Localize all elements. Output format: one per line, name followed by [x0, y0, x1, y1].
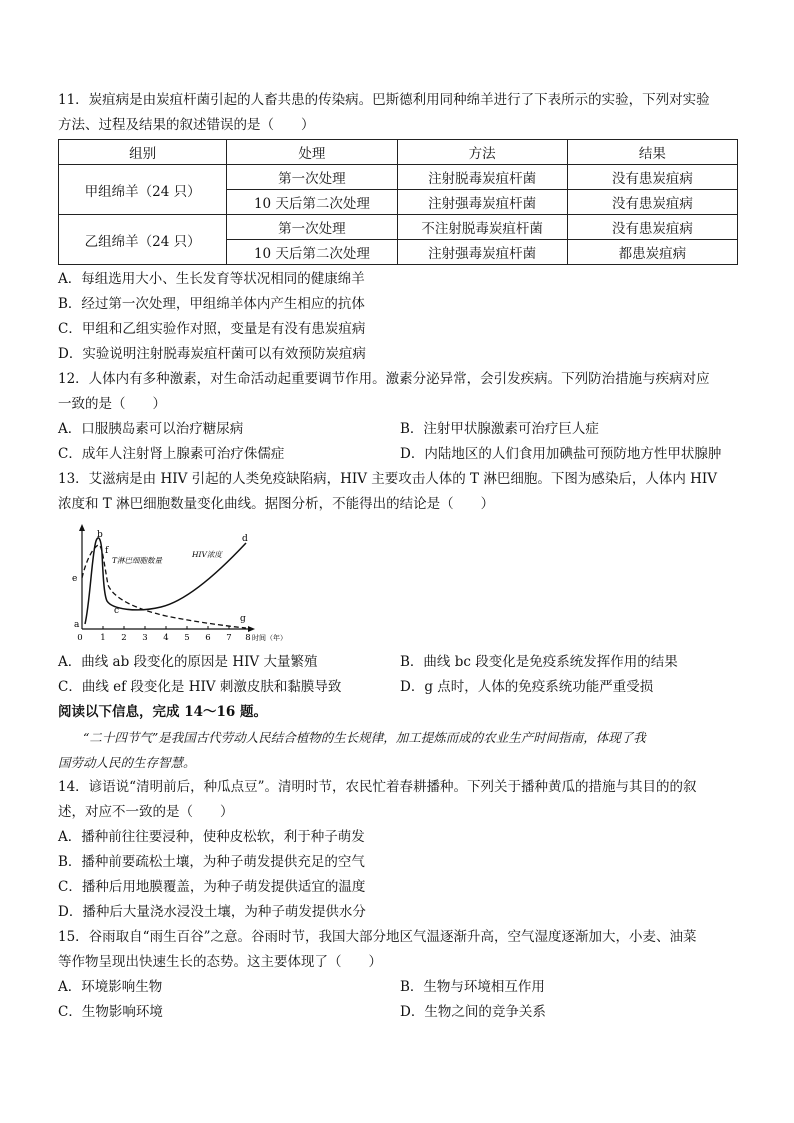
header-treatment: 处理: [227, 140, 397, 165]
y-axis-arrow: [79, 524, 85, 531]
q11-option-b: B．经过第一次处理，甲组绵羊体内产生相应的抗体: [58, 296, 365, 312]
q15-options-row1: [58, 975, 738, 1000]
q12-option-a: A．口服胰岛素可以治疗糖尿病: [58, 421, 244, 437]
q15-option-a: A．环境影响生物: [58, 979, 163, 995]
experiment-table: [58, 139, 738, 265]
header-group: 组别: [59, 140, 227, 165]
table-cell: 注射脱毒炭疽杆菌: [397, 165, 567, 190]
q12-option-b: B．注射甲状腺激素可治疗巨人症: [400, 421, 599, 437]
header-result: 结果: [567, 140, 737, 165]
x-tick-label: 3: [142, 633, 148, 643]
hiv-curve-label: HIV浓度: [192, 550, 222, 559]
table-cell: 没有患炭疽病: [567, 165, 737, 190]
x-axis-label: 时间（年）: [252, 634, 287, 642]
q12-option-c: C．成年人注射肾上腺素可治疗侏儒症: [58, 446, 285, 462]
table-cell: 没有患炭疽病: [567, 190, 737, 215]
q15-stem-line1: 15．谷雨取自“雨生百谷”之意。谷雨时节，我国大部分地区气温逐渐升高，空气湿度逐渐加大，小麦、油菜: [58, 929, 697, 945]
q14-option-a: A．播种前往往要浸种，使种皮松软，利于种子萌发: [58, 829, 365, 845]
question-14: [58, 775, 738, 925]
reading-section: [58, 700, 738, 775]
point-b-label: b: [97, 530, 103, 540]
q13-stem-line2: 浓度和 T 淋巴细胞数量变化曲线。据图分析，不能得出的结论是（ ）: [58, 496, 495, 512]
point-g-label: g: [240, 614, 246, 624]
reading-intro-line2: 国劳动人民的生存智慧。: [58, 755, 196, 770]
point-c-label: c: [114, 606, 120, 616]
q14-option-b: B．播种前要疏松土壤，为种子萌发提供充足的空气: [58, 854, 365, 870]
table-row: [59, 165, 738, 190]
table-cell: 10 天后第二次处理: [227, 190, 397, 215]
q13-options-row1: [58, 650, 738, 675]
x-tick-label: 6: [205, 633, 211, 643]
q14-stem-line2: 述，对应不一致的是（ ）: [58, 804, 234, 820]
table-cell: 都患炭疽病: [567, 240, 737, 265]
q12-options-row1: [58, 417, 738, 442]
exam-page: [58, 88, 738, 1025]
table-cell: 注射强毒炭疽杆菌: [397, 190, 567, 215]
q11-option-a: A．每组选用大小、生长发育等状况相同的健康绵羊: [58, 271, 365, 287]
point-f-label: f: [105, 546, 109, 556]
table-cell: 10 天后第二次处理: [227, 240, 397, 265]
q12-option-d: D．内陆地区的人们食用加碘盐可预防地方性甲状腺肿: [400, 446, 722, 462]
group-name: 甲组绵羊（24 只）: [59, 165, 227, 215]
q15-option-c: C．生物影响环境: [58, 1004, 163, 1020]
q13-option-a: A．曲线 ab 段变化的原因是 HIV 大量繁殖: [58, 654, 318, 670]
q15-stem-line2: 等作物呈现出快速生长的态势。这主要体现了（ ）: [58, 954, 382, 970]
q11-option-c: C．甲组和乙组实验作对照，变量是有没有患炭疽病: [58, 321, 366, 337]
table-cell: 注射强毒炭疽杆菌: [397, 240, 567, 265]
table-cell: 不注射脱毒炭疽杆菌: [397, 215, 567, 240]
question-13: [58, 467, 738, 700]
q13-stem-line1: 13．艾滋病是由 HIV 引起的人类免疫缺陷病，HIV 主要攻击人体的 T 淋巴细胞。下图为感染后，人体内 HIV: [58, 471, 717, 487]
q12-stem-line1: 12．人体内有多种激素，对生命活动起重要调节作用。激素分泌异常，会引发疾病。下列防治措施与疾病对应: [58, 371, 710, 387]
q13-option-b: B．曲线 bc 段变化是免疫系统发挥作用的结果: [400, 654, 678, 670]
reading-title: 阅读以下信息，完成 14～16 题。: [58, 704, 267, 720]
q11-stem-line1: 11．炭疽病是由炭疽杆菌引起的人畜共患的传染病。巴斯德利用同种绵羊进行了下表所示的实验，下列对实验: [58, 92, 710, 108]
q13-option-d: D．g 点时，人体的免疫系统功能严重受损: [400, 679, 654, 695]
point-e-label: e: [72, 574, 78, 584]
q11-option-d: D．实验说明注射脱毒炭疽杆菌可以有效预防炭疽病: [58, 346, 366, 362]
group-name: 乙组绵羊（24 只）: [59, 215, 227, 265]
q14-option-d: D．播种后大量浇水浸没土壤，为种子萌发提供水分: [58, 904, 366, 920]
x-tick-label: 7: [226, 633, 232, 643]
q15-option-b: B．生物与环境相互作用: [400, 979, 545, 995]
x-tick-label: 5: [184, 633, 190, 643]
x-tick-label: 1: [100, 633, 106, 643]
point-a-label: a: [74, 620, 80, 630]
q15-options-row2: [58, 1000, 738, 1025]
x-tick-label: 2: [121, 633, 127, 643]
question-11: [58, 88, 738, 367]
x-tick-label: 8: [245, 633, 251, 643]
q13-options-row2: [58, 675, 738, 700]
question-12: [58, 367, 738, 467]
header-method: 方法: [397, 140, 567, 165]
q12-stem-line2: 一致的是（ ）: [58, 396, 166, 412]
point-d-label: d: [242, 534, 248, 544]
table-row: [59, 215, 738, 240]
table-cell: 没有患炭疽病: [567, 215, 737, 240]
reading-intro-line1: “二十四节气”是我国古代劳动人民结合植物的生长规律，加工提炼而成的农业生产时间指南，体现了我: [58, 730, 646, 745]
hiv-curve-figure: [66, 523, 287, 648]
q15-option-d: D．生物之间的竞争关系: [400, 1004, 546, 1020]
table-header-row: [59, 140, 738, 165]
x-tick-label: 0: [77, 633, 83, 643]
q12-options-row2: [58, 442, 738, 467]
question-15: [58, 925, 738, 1025]
hiv-curve-svg: [66, 523, 287, 648]
x-axis-arrow: [248, 626, 255, 632]
t-cell-curve-label: T淋巴细胞数量: [112, 556, 163, 565]
q14-option-c: C．播种后用地膜覆盖，为种子萌发提供适宜的温度: [58, 879, 366, 895]
table-cell: 第一次处理: [227, 215, 397, 240]
q14-stem-line1: 14．谚语说“清明前后，种瓜点豆”。清明时节，农民忙着春耕播种。下列关于播种黄瓜的措施与其目的的叙: [58, 779, 697, 795]
q13-option-c: C．曲线 ef 段变化是 HIV 刺激皮肤和黏膜导致: [58, 679, 342, 695]
table-cell: 第一次处理: [227, 165, 397, 190]
x-tick-label: 4: [163, 633, 169, 643]
q11-stem-line2: 方法、过程及结果的叙述错误的是（ ）: [58, 117, 315, 133]
